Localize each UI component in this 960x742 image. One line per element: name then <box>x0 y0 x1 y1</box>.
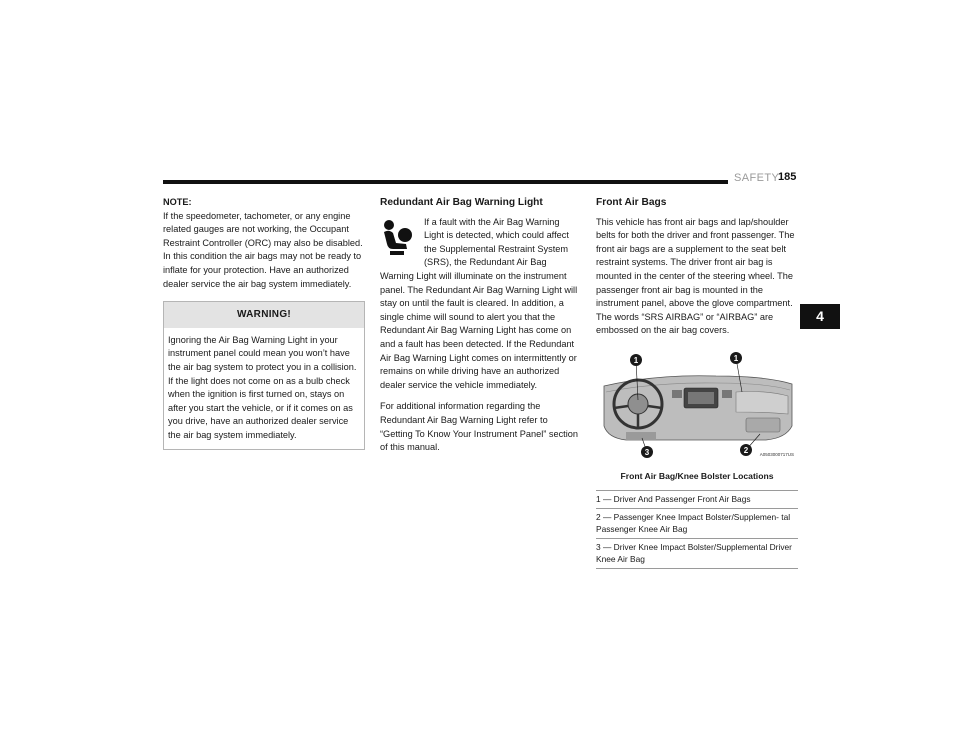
figure-caption: Front Air Bag/Knee Bolster Locations <box>620 470 774 481</box>
redundant-heading: Redundant Air Bag Warning Light <box>380 197 543 208</box>
figure-legend <box>596 490 798 569</box>
warning-title: WARNING! <box>164 302 364 328</box>
dashboard-illustration <box>596 352 796 468</box>
legend-item: 1 — Driver And Passenger Front Air Bags <box>596 490 798 508</box>
note-text: If the speedometer, tachometer, or any engine related gauges are not working, the Occupant Restraint Controller (ORC) may also be disabled. In this condition the air bags may not be ready to inflate for your protection. Have an authorized dealer service the air bag system immediately. <box>163 210 363 289</box>
running-head: SAFETY <box>734 172 780 184</box>
svg-text:2: 2 <box>743 445 749 455</box>
airbag-warning-icon <box>380 218 414 258</box>
dashboard-figure <box>596 352 796 468</box>
figure-code: A0503000717US <box>759 451 794 457</box>
warning-box <box>163 301 365 449</box>
front-air-bags-heading: Front Air Bags <box>596 197 667 208</box>
svg-text:1: 1 <box>733 353 739 363</box>
redundant-paragraph-1: If a fault with the Air Bag Warning Light is detected, which could affect the Supplemental Restraint System (SRS), the Redundant Air Bag Warning Light will illuminate on the instrument panel. The Redundant Air Bag Warning Light will stay on until the fault is cleared. In addition, a single chime will sound to alert you that the Redundant Air Bag Warning Light has come on and a fault has been detected. If the Redundant Air Bag Warning Light comes on intermittently or remains on while driving have an authorized dealer service the vehicle immediately. <box>380 216 578 390</box>
legend-item: 2 — Passenger Knee Impact Bolster/Supplemen- tal Passenger Knee Air Bag <box>596 508 798 538</box>
svg-text:3: 3 <box>644 447 650 457</box>
column-right <box>596 196 798 569</box>
page-number: 185 <box>778 171 797 183</box>
svg-text:1: 1 <box>633 355 639 365</box>
chapter-tab: 4 <box>800 304 840 329</box>
front-air-bags-paragraph: This vehicle has front air bags and lap/shoulder belts for both the driver and front passenger. The front air bags are a supplement to the seat belt restraint systems. The driver front air bag is mounted in the center of the steering wheel. The passenger front air bag is mounted in the instrument panel, above the glove compartment. The words “SRS AIRBAG” or “AIRBAG” are embossed on the air bag covers. <box>596 216 795 336</box>
column-middle <box>380 196 580 463</box>
redundant-paragraph-2: For additional information regarding the Redundant Air Bag Warning Light refer to “Getting To Know Your Instrument Panel” section of this manual. <box>380 401 578 453</box>
note-label: NOTE: <box>163 197 192 207</box>
header-rule <box>163 180 728 184</box>
legend-item: 3 — Driver Knee Impact Bolster/Supplemental Driver Knee Air Bag <box>596 538 798 568</box>
warning-text: Ignoring the Air Bag Warning Light in your instrument panel could mean you won’t have the air bag system to protect you in a collision. If the light does not come on as a bulb check when the ignition is first turned on, stays on after you start the vehicle, or if it comes on as you drive, have an authorized dealer service the air bag system immediately. <box>168 334 357 440</box>
column-left <box>163 196 365 450</box>
